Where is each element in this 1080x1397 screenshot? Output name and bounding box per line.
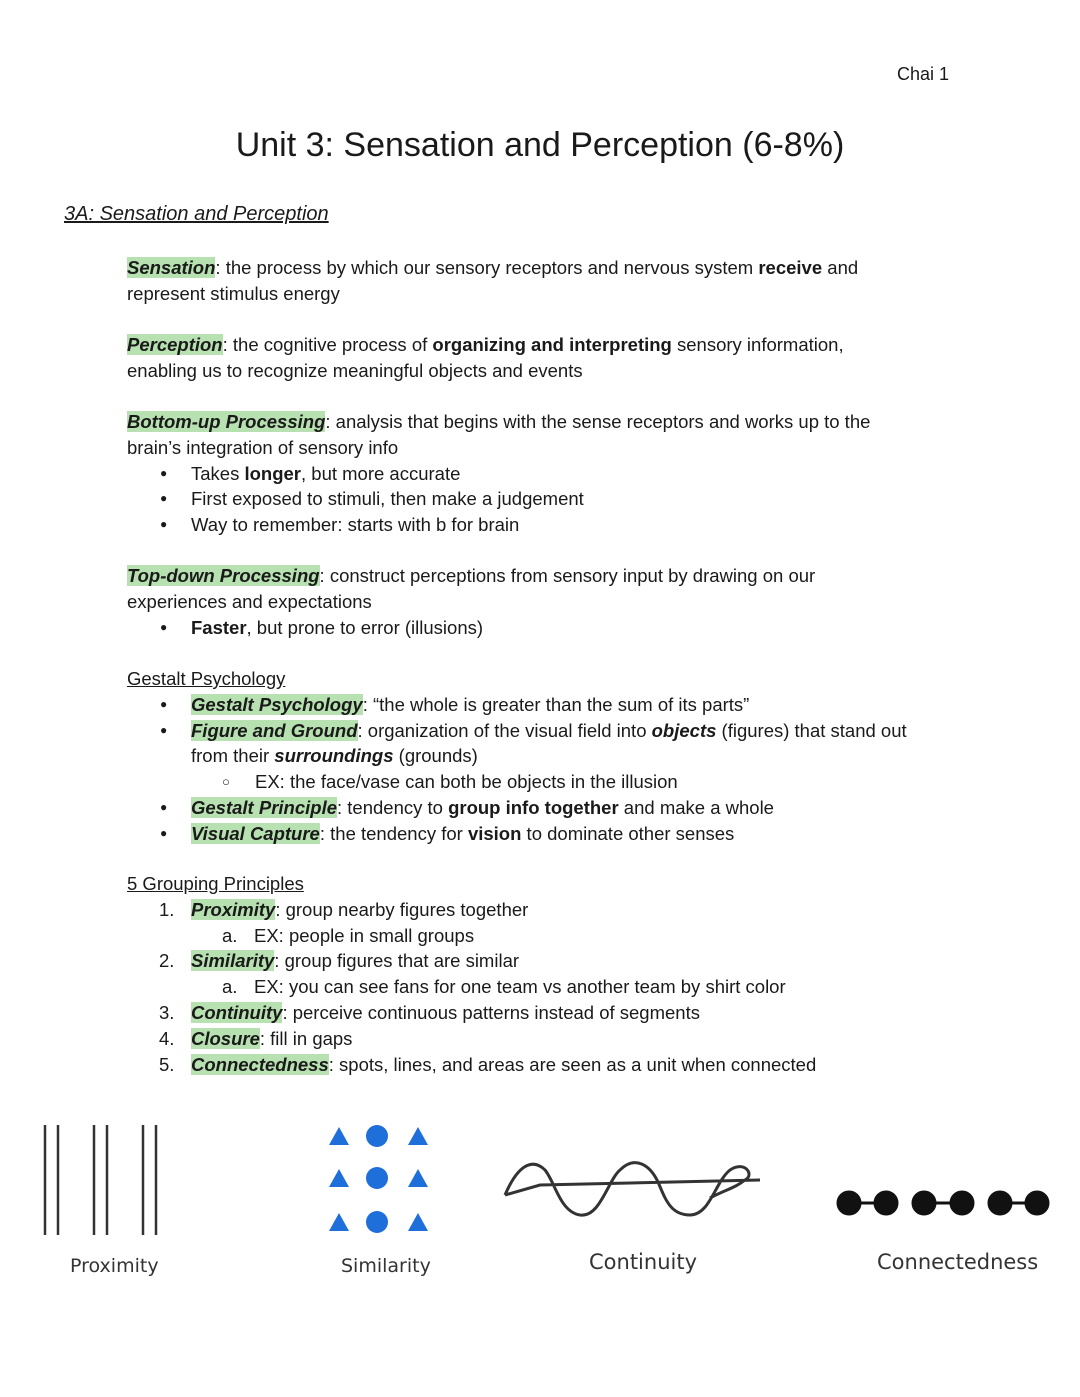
example-text: EX: people in small groups (254, 924, 475, 946)
bullet-item (127, 821, 957, 847)
bullet-text: , but prone to error (illusions) (246, 616, 484, 638)
def-bold: surroundings (274, 745, 394, 767)
triangle-shape (408, 1127, 428, 1145)
proximity-label: Proximity (70, 1255, 159, 1277)
example-text: EX: you can see fans for one team vs another team by shirt color (254, 976, 786, 998)
dot-shape (989, 1192, 1011, 1214)
bullet-bold: longer (244, 462, 301, 484)
term-continuity: Continuity (191, 1001, 283, 1023)
triangle-shape (408, 1213, 428, 1231)
top-down-definition (127, 563, 957, 640)
term-gestalt-principle: Gestalt Principle (191, 796, 337, 818)
bullet-item (127, 718, 957, 770)
def-bold: vision (467, 822, 522, 844)
term-top-down: Top-down Processing (127, 565, 320, 586)
bullet-item (127, 795, 957, 821)
term-closure: Closure (191, 1027, 260, 1049)
item-number: 1. (159, 898, 175, 920)
continuity-label: Continuity (589, 1250, 698, 1274)
numbered-item (127, 1026, 957, 1052)
numbered-item (127, 948, 957, 974)
term-sensation: Sensation (127, 257, 216, 278)
def-line: brain’s integration of sensory info (127, 436, 399, 458)
continuity-figure (505, 1163, 760, 1216)
item-letter: a. (222, 976, 238, 998)
dot-shape (913, 1192, 935, 1214)
similarity-label: Similarity (341, 1255, 431, 1277)
def-text: from their (191, 745, 275, 767)
grouping-section (127, 871, 957, 1077)
def-bold: receive (758, 257, 823, 278)
similarity-figure (329, 1125, 428, 1233)
dot-shape (951, 1192, 973, 1214)
item-number: 2. (159, 950, 175, 972)
page-label: Chai 1 (897, 64, 950, 84)
section-heading: 3A: Sensation and Perception (64, 203, 329, 225)
dot-shape (838, 1192, 860, 1214)
sensation-definition (127, 255, 957, 307)
page-title: Unit 3: Sensation and Perception (6-8%) (235, 126, 845, 164)
bullet-text: Takes (191, 462, 245, 484)
def-text: : construct perceptions from sensory input by drawing on our (319, 565, 816, 586)
circle-shape (366, 1167, 388, 1189)
def-line: experiences and expectations (127, 590, 372, 612)
circle-shape (366, 1211, 388, 1233)
term-bottom-up: Bottom-up Processing (127, 411, 326, 432)
def-text: (grounds) (393, 745, 478, 767)
def-text: sensory information, (671, 334, 844, 355)
bottom-up-definition (127, 409, 957, 538)
bullet-bold: Faster (191, 616, 247, 638)
gestalt-section (127, 666, 957, 847)
triangle-shape (329, 1213, 349, 1231)
term-perception: Perception (127, 334, 223, 355)
def-bold: group info together (448, 796, 619, 818)
def-text: : analysis that begins with the sense receptors and works up to the (325, 411, 871, 432)
item-letter: a. (222, 924, 238, 946)
bullet-item (127, 461, 957, 487)
bullet-text: , but more accurate (301, 462, 461, 484)
example-item (127, 974, 957, 1000)
continuity-curve (505, 1163, 760, 1216)
circle-shape (366, 1125, 388, 1147)
def-text: : group nearby figures together (275, 898, 529, 920)
def-line: enabling us to recognize meaningful objects and events (127, 359, 583, 381)
grouping-heading: 5 Grouping Principles (127, 873, 304, 894)
connectedness-figure (838, 1192, 1048, 1214)
def-text: : the process by which our sensory receptors and nervous system (215, 257, 759, 278)
term-connectedness: Connectedness (191, 1053, 329, 1075)
def-bold: organizing and interpreting (432, 334, 672, 355)
triangle-shape (408, 1169, 428, 1187)
def-text: : “the whole is greater than the sum of its parts” (362, 693, 750, 715)
def-text: : perceive continuous patterns instead of segments (282, 1001, 700, 1023)
def-text: and make a whole (618, 796, 774, 818)
dot-shape (875, 1192, 897, 1214)
def-text: : spots, lines, and areas are seen as a unit when connected (328, 1053, 817, 1075)
term-similarity: Similarity (191, 950, 275, 972)
def-text: : tendency to (337, 796, 449, 818)
triangle-shape (329, 1127, 349, 1145)
item-number: 4. (159, 1027, 175, 1049)
gestalt-heading: Gestalt Psychology (127, 668, 286, 689)
numbered-item (127, 897, 957, 923)
def-text: : organization of the visual field into (357, 719, 652, 741)
numbered-item (127, 1052, 957, 1078)
term-visual-capture: Visual Capture (191, 822, 320, 844)
def-text: (figures) that stand out (716, 719, 907, 741)
numbered-item (127, 1000, 957, 1026)
bullet-item: ● First exposed to stimuli, then make a judgement (127, 486, 957, 512)
example-item (127, 923, 957, 949)
def-text: : group figures that are similar (274, 950, 520, 972)
dot-shape (1026, 1192, 1048, 1214)
term-proximity: Proximity (191, 898, 276, 920)
bullet-item (127, 615, 957, 641)
def-text: and (822, 257, 859, 278)
item-number: 5. (159, 1053, 175, 1075)
connectedness-label: Connectedness (877, 1250, 1039, 1274)
def-text: : fill in gaps (259, 1027, 353, 1049)
proximity-figure (45, 1125, 156, 1235)
term-gestalt-psychology: Gestalt Psychology (191, 693, 363, 715)
def-bold: objects (651, 719, 717, 741)
def-line: represent stimulus energy (127, 282, 340, 304)
perception-definition (127, 332, 957, 384)
def-text: : the tendency for (319, 822, 468, 844)
def-text: to dominate other senses (521, 822, 735, 844)
item-number: 3. (159, 1001, 175, 1023)
sub-bullet-item: ○ EX: the face/vase can both be objects in the illusion (127, 769, 957, 795)
term-figure-ground: Figure and Ground (191, 719, 358, 741)
bullet-item (127, 692, 957, 718)
def-text: : the cognitive process of (222, 334, 433, 355)
triangle-shape (329, 1169, 349, 1187)
bullet-item: ● Way to remember: starts with b for brain (127, 512, 957, 538)
